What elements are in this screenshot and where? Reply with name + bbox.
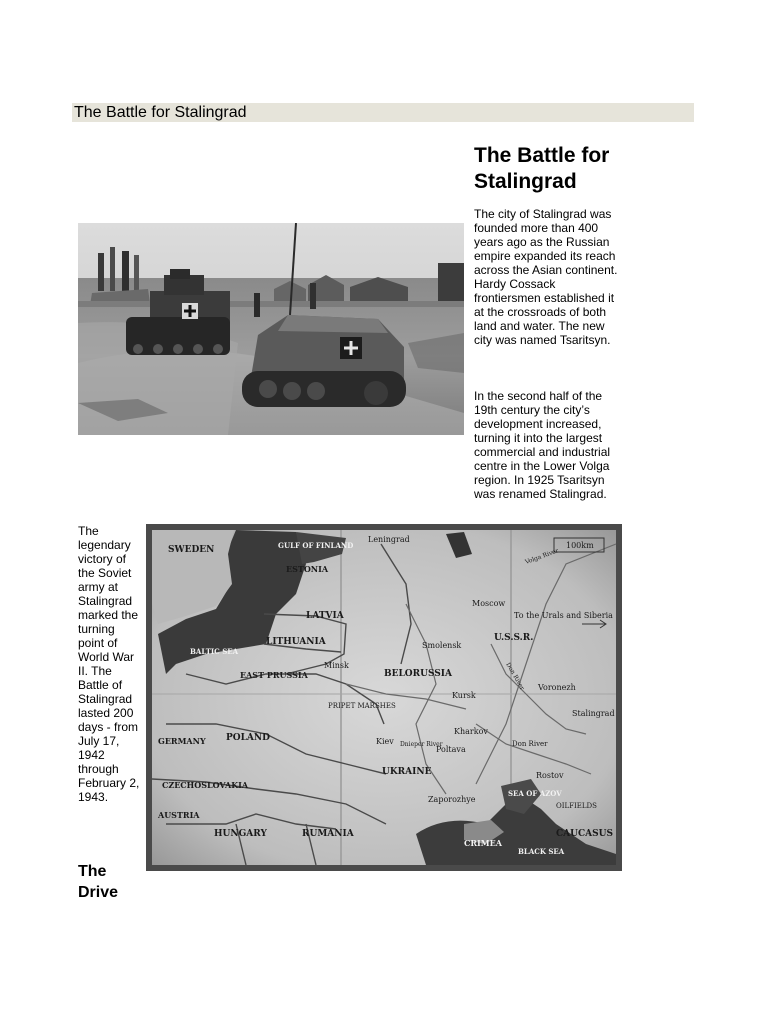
map-label-kharkov: Kharkov [454,727,488,736]
map-label-germany: GERMANY [158,736,206,746]
map-label-baltic-sea: BALTIC SEA [190,647,239,656]
map-label-stalingrad: Stalingrad [572,709,615,718]
map-label-sea-of-azov: SEA OF AZOV [508,789,562,798]
map-label-black-sea: BLACK SEA [518,847,565,856]
map-label-sweden: SWEDEN [168,545,215,555]
map-label-czechoslovakia: CZECHOSLOVAKIA [162,780,249,790]
map-label-hungary: HUNGARY [214,829,267,839]
history-paragraph: In the second half of the 19th century the city’s development increased, turning it into the largest commercial and industrial centre in the Lower Volga region. In 1925 Tsaritsyn was renamed Stalingrad. [474,389,611,501]
map-label-leningrad: Leningrad [368,535,410,544]
map-scale: 100km [566,541,594,550]
article-title: The Battle for Stalingrad [474,144,610,193]
map-label-gulf-of-finland: GULF OF FINLAND [278,541,354,550]
map-label-belorussia: BELORUSSIA [384,669,452,679]
map-label-oilfields: OILFIELDS [556,802,597,810]
header-title: The Battle for Stalingrad [74,104,247,121]
tanks-photo [78,223,464,435]
map-label-ukraine: UKRAINE [382,767,432,777]
header-bar [72,103,694,122]
map-label-don-river: Don River [512,740,548,748]
map-label-kiev: Kiev [376,737,394,746]
map-label-volga: Volga River [524,547,560,566]
map-label-estonia: ESTONIA [286,564,329,574]
map-label-minsk: Minsk [324,661,349,670]
map-label-crimea: CRIMEA [464,838,502,848]
map-label-moscow: Moscow [472,599,506,608]
map-label-austria: AUSTRIA [158,810,200,820]
map-label-ussr: U.S.S.R. [494,633,534,643]
map-label-kursk: Kursk [452,691,476,700]
map-label-rostov: Rostov [536,771,564,780]
map-label-poltava: Poltava [436,745,466,754]
side-paragraph: The legendary victory of the Soviet army at Stalingrad marked the turning point of World War II. The Battle of Stalingrad lasted 200 days - from July 17, 1942 through February 2, 1943. [78,524,140,804]
map-label-east-prussia: EAST PRUSSIA [240,670,308,680]
map-label-latvia: LATVIA [306,611,344,621]
map-label-poland: POLAND [226,733,270,743]
map-label-caucasus: CAUCASUS [556,829,613,839]
eastern-front-map [146,524,622,871]
map-label-pripet: PRIPET MARSHES [328,702,396,710]
map-label-lithuania: LITHUANIA [266,637,326,647]
map-label-voronezh: Voronezh [538,683,576,692]
map-label-don: Don River [504,661,526,692]
map-label-urals: To the Urals and Siberia [514,611,613,620]
map-label-dnieper: Dnieper River [400,741,443,748]
map-label-smolensk: Smolensk [422,641,462,650]
map-label-rumania: RUMANIA [302,829,354,839]
section-heading-drive: The Drive [78,863,119,901]
intro-paragraph: The city of Stalingrad was founded more than 400 years ago as the Russian empire expanded its reach across the Asian continent. Hardy Cossack frontiersmen established it at the crossroads of both land and water. The new city was named Tsaritsyn. [474,207,618,347]
map-label-zaporozhye: Zaporozhye [428,795,476,804]
